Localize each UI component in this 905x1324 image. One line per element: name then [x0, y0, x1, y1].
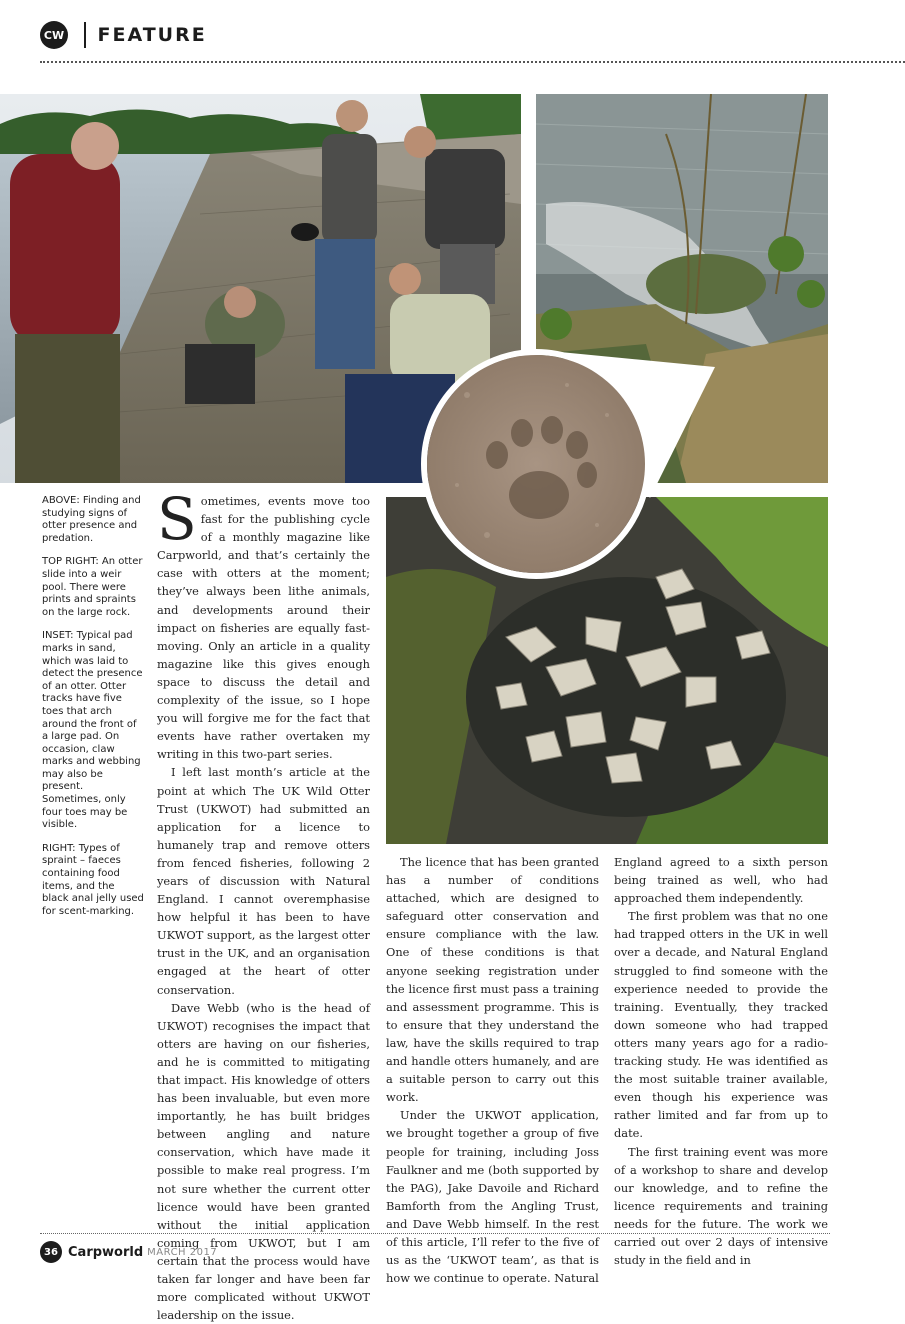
- article-column-2: [386, 853, 599, 1287]
- page-number: 36: [40, 1241, 62, 1263]
- paragraph: The licence that has been granted has a number of conditions attached, which are designed to safeguard otter conservation and ensure compliance with the law. One of these conditions is that anyone seeking registration under the licence first must pass a training and assessment programme. This is to ensure that they understand the law, have the skills required to trap and handle otters humanely, and are a suitable person to carry out this work.: [386, 855, 599, 1105]
- page-footer: [40, 1241, 217, 1263]
- header-dotted-rule: [40, 61, 905, 63]
- magazine-name: Carpworld: [68, 1244, 144, 1260]
- paragraph: I left last month’s article at the point at which The UK Wild Otter Trust (UKWOT) had submitted an application for a licence to humanely trap and remove otters from fenced fisheries, following 2 years of discussion with Natural England. I cannot overemphasise how helpful it has been to have UKWOT support, as the largest otter trust in the UK, and an organisation engaged at the heart of otter conservation.: [157, 765, 370, 997]
- article-column-1: [157, 485, 370, 1324]
- caption-top-right: TOP RIGHT: An otter slide into a weir pool. There were prints and spraints on the large rock.: [42, 556, 143, 618]
- paragraph: England agreed to a sixth person being trained as well, who had approached them independently.: [614, 855, 828, 906]
- footer-dotted-rule: [40, 1233, 830, 1234]
- paragraph: The first training event was more of a workshop to share and develop our knowledge, and to refine the licence requirements and training needs for the future. The work we carried out over 2 days of intensive study in the field and in: [614, 1144, 828, 1268]
- section-title: FEATURE: [97, 24, 207, 46]
- issue-date: MARCH 2017: [147, 1246, 218, 1258]
- inset-otter-pad-marks: [421, 349, 651, 579]
- paragraph: The first problem was that no one had trapped otters in the UK in well over a decade, and Natural England struggled to find someone with the experience needed to provide the training. Eventually, they tracked down someone who had trapped otters many years ago for a radio-tracking study. He was identified as the most suitable trainer available, even though his experience was rather limited and far from up to date.: [614, 909, 828, 1141]
- caption-above: ABOVE: Finding and studying signs of otter presence and predation.: [42, 495, 141, 544]
- paragraph: ometimes, events move too fast for the publishing cycle of a monthly magazine like Carpworld, and that’s certainly the case with otters at the moment; they’ve always been lithe animals, and developments around their impact on fisheries are equally fast-moving. Only an article in a quality magazine like this gives enough space to discuss the detail and complexity of the issue, so I hope you will forgive me for the fact that events have rather overtaken my writing in this two-part series.: [157, 494, 370, 762]
- page-header: [40, 20, 207, 50]
- paragraph: Under the UKWOT application, we brought together a group of five people for training, including Joss Faulkner and me (both supported by the PAG), Jake Davoile and Richard Bamforth from the Angling Trust, and Dave Webb himself. In the rest of this article, I’ll refer to the five of us as the ‘UKWOT team’, as that is how we continue to operate. Natural: [386, 1108, 599, 1286]
- photo-captions: [42, 495, 144, 929]
- drop-cap: S: [157, 485, 197, 553]
- article-column-3: [614, 853, 828, 1269]
- paragraph: Dave Webb (who is the head of UKWOT) recognises the impact that otters are having on our fisheries, and he is committed to mitigating that impact. His knowledge of otters has been invaluable, but even more importantly, he has built bridges between angling and nature conservation, which have made it possible to make real progress. I’m not sure whether the current otter licence would have been granted without the initial application coming from UKWOT, but I am certain that the process would have taken far longer and have been far more complicated without UKWOT leadership on the issue.: [157, 1000, 370, 1323]
- caption-inset: INSET: Typical pad marks in sand, which was laid to detect the presence of an otter. Otter tracks have five toes that arch around the front of a large pad. On occasion, claw marks and webbing may also be present. Sometimes, only four toes may be visible.: [42, 630, 143, 831]
- cw-logo: CW: [40, 21, 68, 49]
- caption-right: RIGHT: Types of spraint – faeces containing food items, and the black anal jelly used for scent-marking.: [42, 842, 144, 917]
- header-divider: [84, 22, 86, 48]
